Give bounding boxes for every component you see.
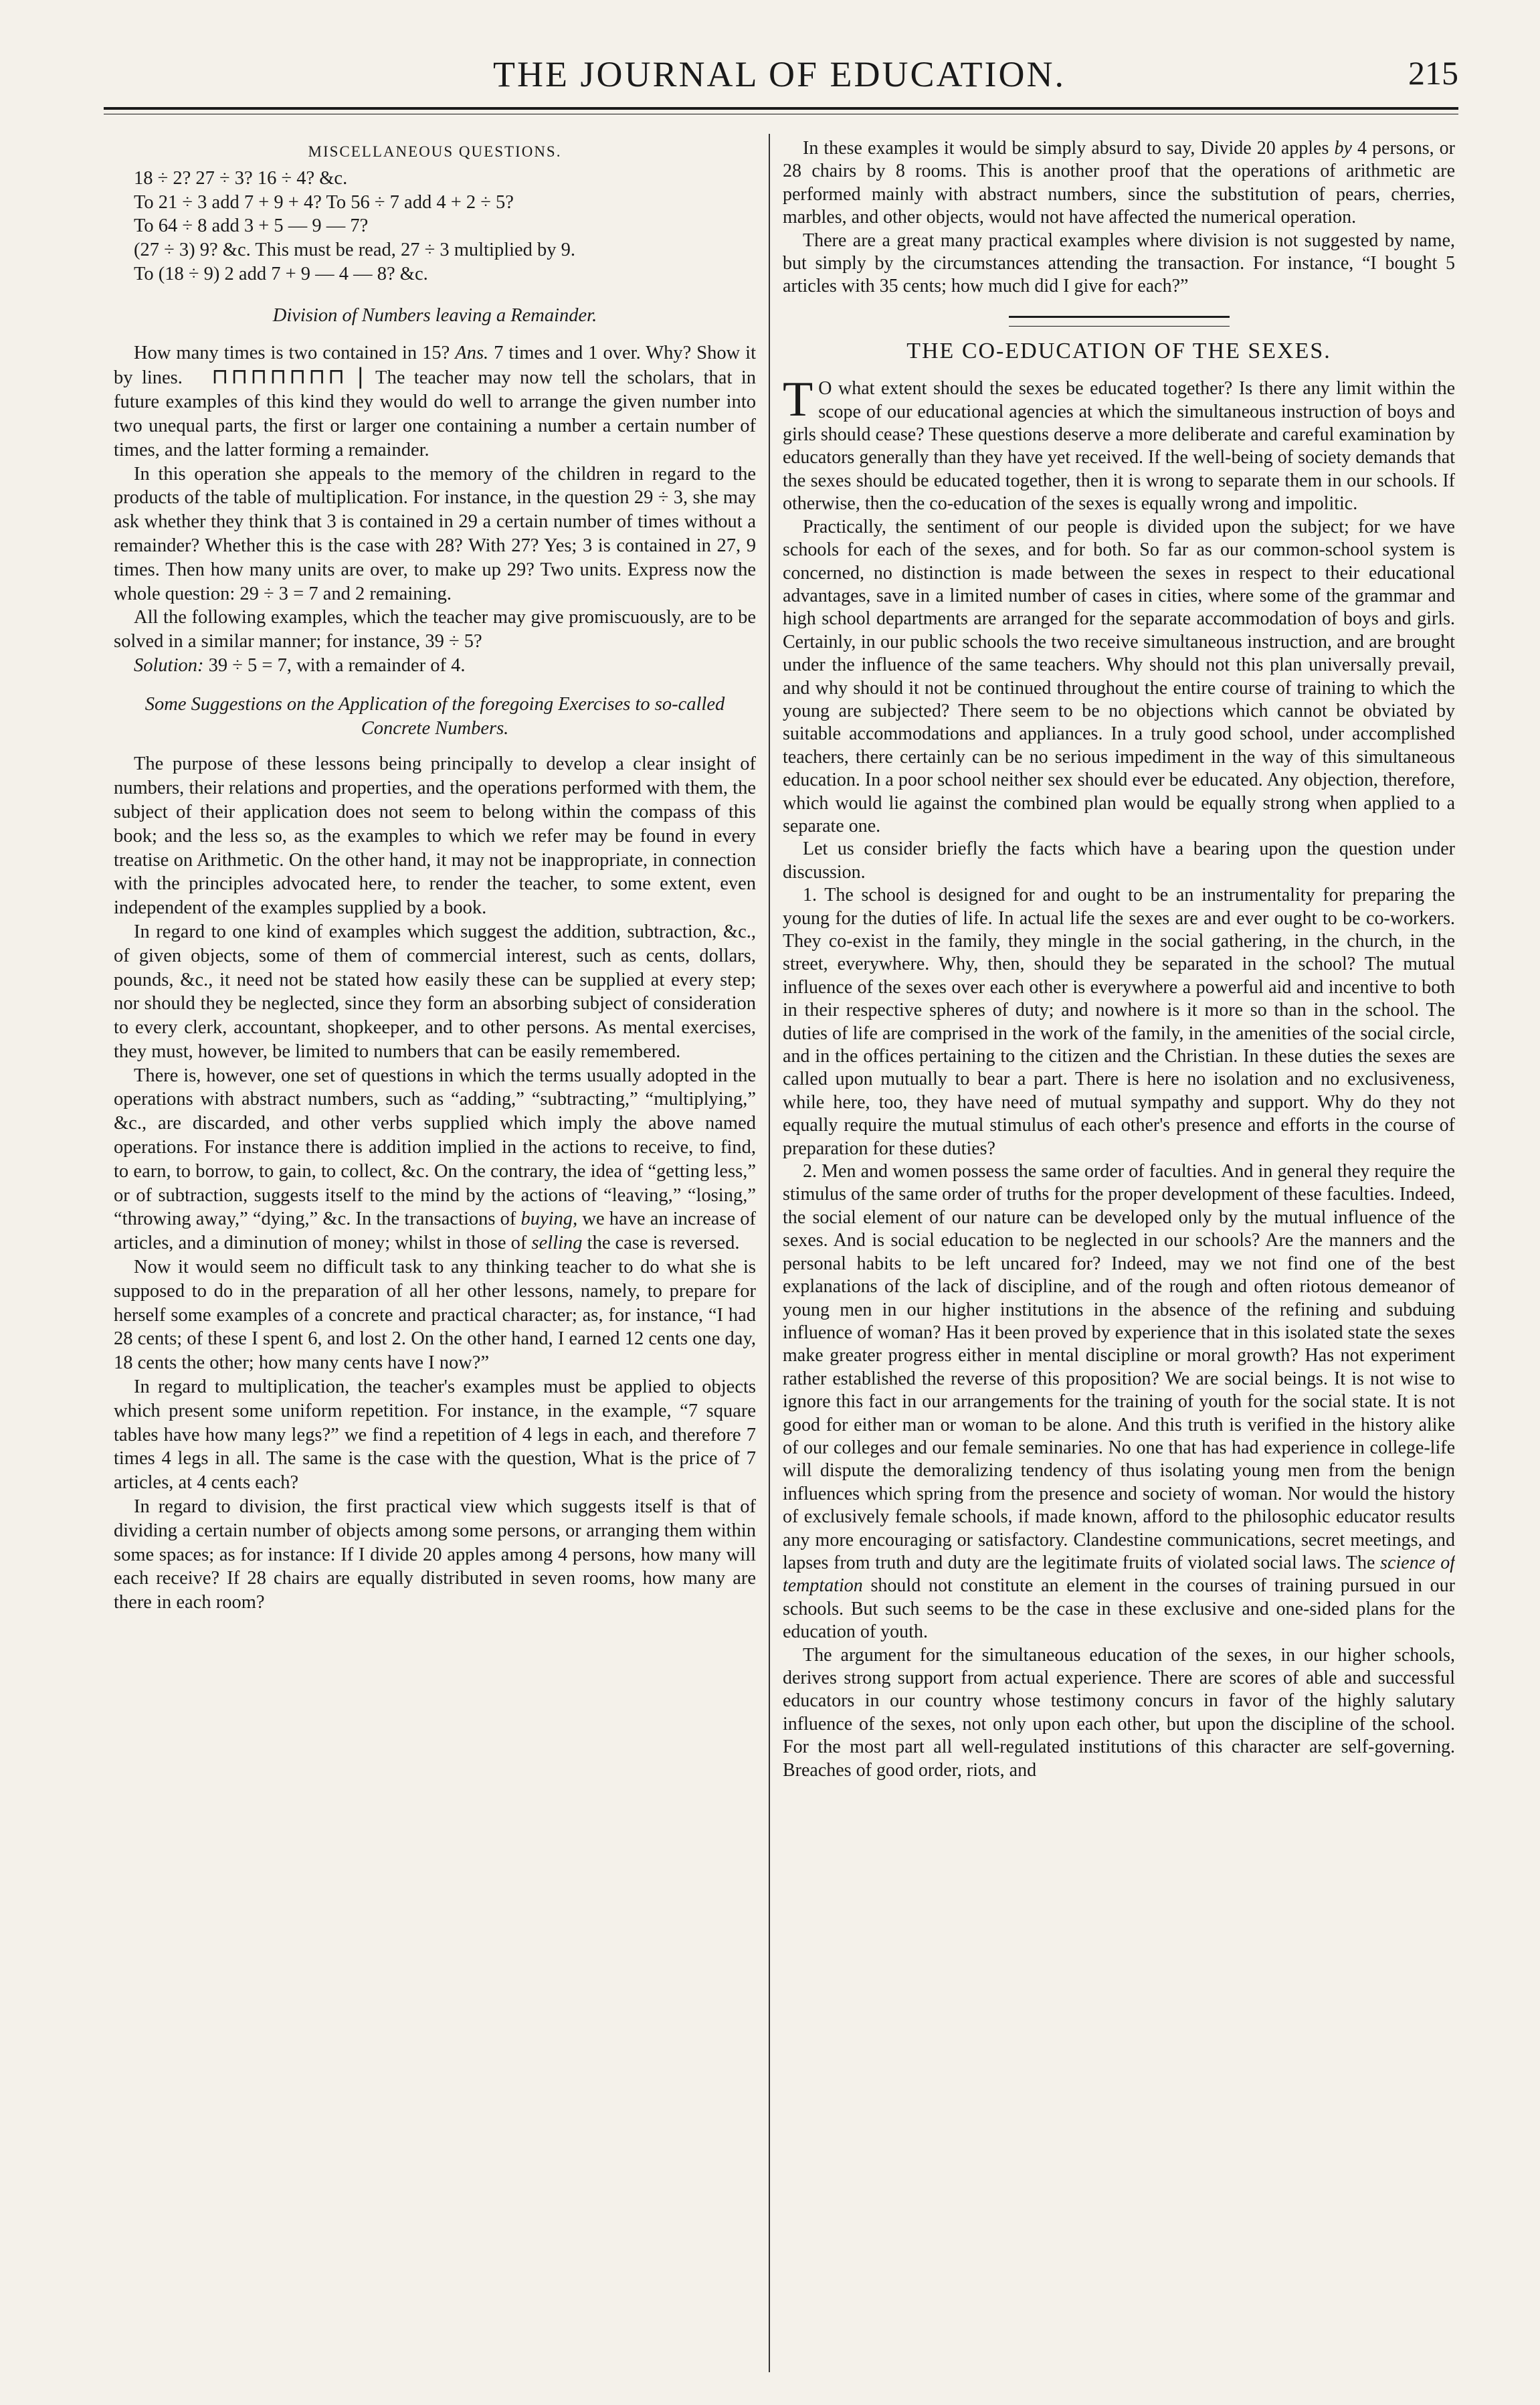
suggestions-paragraph: Now it would seem no difficult task to any thinking teacher to do what she is supposed to do in the preparation of all her other lessons, namely, to prepare for herself some examples of a concrete and practical character; as, for instance, “I had 28 cents; of these I spent 6, and lost 2. On the other hand, I earned 12 cents one day, 18 cents the other; how many cents have I now?” [114, 1257, 756, 1374]
suggestions-paragraph: In regard to one kind of examples which suggest the addition, subtraction, &c., of given objects, some of them of commercial interest, such as cents, dollars, pounds, &c., it need not be stated how easily these can be supplied at every step; nor should they be neglected, since they form an absorbing subject of consideration to every clerk, accountant, shopkeeper, and to other persons. As mental exercises, they must, however, be limited to numbers that can be easily remembered. [114, 921, 756, 1062]
question-line: To 21 ÷ 3 add 7 + 9 + 4? To 56 ÷ 7 add 4 + 2 ÷ 5? [134, 191, 514, 213]
suggestions-paragraph: In regard to multiplication, the teacher's examples must be applied to objects which present some uniform repetition. For instance, in the example, “7 square tables have how many legs?” we find a repetition of 4 legs in each, and therefore 7 times 4 legs in all. The same is the case with the question, What is the price of 7 articles, at 4 cents each? [114, 1376, 756, 1494]
italic-word: by [1334, 138, 1352, 159]
text: The teacher may now tell the scholars, that in future examples of this kind they would do well to arrange the given number into two unequal parts, the first or larger one containing a number a certain number of times, and the latter forming a remainder. [114, 367, 756, 460]
coeducation-paragraph [783, 1160, 1455, 1644]
suggestions-paragraph: The purpose of these lessons being principally to develop a clear insight of numbers, their relations and properties, and the operations performed with them, the subject of their application does not seem to belong within the compass of this book; and the less so, as the examples to which we refer may be found in every treatise on Arithmetic. On the other hand, it may not be inappropriate, in connection with the principles advocated here, to render the teacher, to some extent, even independent of the examples supplied by a book. [114, 753, 756, 919]
misc-questions-heading: MISCELLANEOUS QUESTIONS. [308, 143, 562, 160]
coeducation-paragraph: 1. The school is designed for and ought to be an instrumentality for preparing the young for the duties of life. In actual life the sexes are and ever ought to be co-workers. They co-exist in the family, they mingle in the social gathering, in the church, in the street, everywhere. Why, then, should they be separated in the school? The mutual influence of the sexes over each other is everywhere a powerful aid and incentive to both in their respective spheres of duty; and nowhere is it more so than in the school. The duties of life are comprised in the work of the family, in the amenities of the social circle, and in the offices pertaining to the citizen and the Christian. In these duties the sexes are called upon mutually to bear a part. There is here no isolation and no exclusiveness, while here, too, they have need of mutual sympathy and support. Why do they not equally require the mutual stimulus of each other's presence and efforts in the course of preparation for these duties? [783, 885, 1455, 1159]
text: we have an increase of articles, and a diminution of money; whilst in those of [114, 1209, 756, 1254]
division-paragraph [114, 341, 756, 462]
division-paragraph: In this operation she appeals to the memory of the children in regard to the products of the table of multiplication. For instance, in the question 29 ÷ 3, she may ask whether they think that 3 is contained in 29 a certain number of times without a remainder? Whether this is the case with 28? With 27? Yes; 3 is contained in 27, 9 times. Then how many units are over, to make up 29? Two units. Express now the whole question: 29 ÷ 3 = 7 and 2 remaining. [114, 463, 756, 604]
text: How many times is two contained in 15? [134, 342, 450, 363]
italic-word: selling [531, 1233, 583, 1254]
continued-paragraph: There are a great many practical examples where division is not suggested by name, but simply by the circumstances attending the transaction. For instance, “I bought 5 articles with 35 cents; how much did I give for each?” [783, 230, 1455, 297]
text: should not constitute an element in the courses of training pursued in our schools. But such seems to be the case in these exclusive and one-sided plans for the education of youth. [783, 1575, 1455, 1643]
division-strokes-figure: ⊓⊓⊓⊓⊓⊓⊓ | [211, 363, 367, 389]
division-paragraph: All the following examples, which the teacher may give promiscuously, are to be solved in a similar manner; for instance, 39 ÷ 5? [114, 607, 756, 652]
header-rule [104, 107, 1458, 110]
text: There is, however, one set of questions in which the terms usually adopted in the operations with abstract numbers, such as “adding,” “subtracting,” “multiplying,” &c., are discarded, and other verbs supplied which imply the above named operations. For instance there is addition implied in the actions to receive, to find, to earn, to borrow, to gain, to collect, &c. On the contrary, the idea of “getting less,” or of subtraction, suggests itself to the mind by the actions of “leaving,” “losing,” “throwing away,” “dying,” &c. In the transactions of [114, 1065, 756, 1230]
column-divider [769, 134, 770, 2372]
page-number: 215 [1408, 54, 1458, 92]
solution-line [114, 654, 756, 678]
text: the case is reversed. [587, 1233, 740, 1254]
text: 7 times and 1 over. Why? Show it by lines. [114, 342, 756, 389]
italic-word: buying, [520, 1209, 578, 1230]
suggestions-heading: Some Suggestions on the Application of the foregoing Exercises to so-called Concrete Numbers. [145, 693, 725, 739]
text: 4 persons, or 28 chairs by 8 rooms. This is another proof that the operations of arithmetic are performed mainly with abstract numbers, since the substitution of pears, cherries, marbles, and other objects, would not have affected the numerical operation. [783, 138, 1455, 228]
coeducation-title: THE CO-EDUCATION OF THE SEXES. [906, 338, 1331, 363]
coeducation-paragraph: Practically, the sentiment of our people is divided upon the subject; for we have schools for each of the sexes, and for both. So far as our common-school system is concerned, no distinction is made between the sexes in respect to their educational advantages, save in a limited number of cases in cities, where some of the grammar and high school departments are arranged for the separate accommodation of boys and girls. Certainly, in our public schools the two receive simultaneous instruction, and are brought under the influence of the same teachers. Why should not this plan universally prevail, and why should it not be continued throughout the entire course of training to which the young are subjected? There seem to be no objections which cannot be obviated by suitable accommodations and appliances. In a truly good school, under accomplished teachers, there certainly can be no serious impediment in the way of this simultaneous education. In a poor school neither sex should ever be educated. Any objection, therefore, which would lie against the combined plan would be equally strong when applied to a separate one. [783, 516, 1455, 836]
text: O what extent should the sexes be educated together? Is there any limit within the scope of our educational agencies at which the simultaneous instruction of boys and girls should cease? These questions deserve a more deliberate and careful examination by educators generally than they have yet received. If the well-being of society demands that the sexes should be educated together, then it is wrong to separate them in our schools. If otherwise, then the co-education of the sexes is equally wrong and impolitic. [783, 378, 1455, 515]
question-line: 18 ÷ 2? 27 ÷ 3? 16 ÷ 4? &c. [134, 167, 348, 189]
solution-text: 39 ÷ 5 = 7, with a remainder of 4. [208, 654, 466, 676]
answer-label: Ans. [455, 342, 489, 363]
solution-label: Solution: [134, 654, 204, 676]
drop-cap: T [783, 372, 813, 428]
question-line: (27 ÷ 3) 9? &c. This must be read, 27 ÷ 3 multiplied by 9. [134, 240, 576, 261]
section-divider [1009, 316, 1230, 327]
question-line: To 64 ÷ 8 add 3 + 5 — 9 — 7? [134, 215, 369, 237]
running-title: THE JOURNAL OF EDUCATION. [493, 54, 1066, 94]
left-column [114, 137, 756, 2372]
italic-phrase: science of temptation [783, 1552, 1455, 1597]
suggestions-paragraph: In regard to division, the first practical view which suggests itself is that of dividing a certain number of objects among some persons, or arranging them within some spaces; as for instance: If I divide 20 apples among 4 persons, how many will each receive? If 28 chairs are equally distributed in seven rooms, how many are there in each room? [114, 1496, 756, 1613]
text: In these examples it would be simply absurd to say, Divide 20 apples [803, 138, 1329, 159]
suggestions-paragraph [114, 1064, 756, 1255]
coeducation-paragraph: Let us consider briefly the facts which have a bearing upon the question under discussion. [783, 838, 1455, 883]
right-column [783, 137, 1455, 2372]
division-heading: Division of Numbers leaving a Remainder. [272, 304, 597, 326]
coeducation-paragraph: The argument for the simultaneous education of the sexes, in our higher schools, derives strong support from actual experience. There are scores of able and successful educators in our country whose testimony concurs in favor of the highly salutary influence of the sexes, not only upon each other, but upon the discipline of the school. For the most part all well-regulated institutions of this character are self-governing. Breaches of good order, riots, and [783, 1644, 1455, 1781]
page-header [100, 47, 1458, 100]
question-line: To (18 ÷ 9) 2 add 7 + 9 — 4 — 8? &c. [134, 263, 428, 284]
text: 2. Men and women possess the same order of faculties. And in general they require the stimulus of the same order of truths for the proper development of these faculties. Indeed, the social element of our nature can be developed only by the mutual influence of the sexes. And is social education to be neglected in our schools? Are the manners and the personal habits to be left uncared for? Indeed, may we not find one of the best explanations of the lack of discipline, and of the rough and often riotous demeanor of young men in our higher institutions in the absence of the refining and subduing influence of woman? Has it been proved by experience that in this isolated state the sexes make greater progress either in mental discipline or moral growth? Has not experiment rather established the reverse of this proposition? We are social beings. It is not wise to ignore this fact in our arrangements for the training of youth for the social state. It is not good for either man or woman to be alone. And this truth is verified in the history alike of our colleges and our female seminaries. No one that has had experience in college-life will dispute the demoralizing tendency of thus isolating young men from the benign influences which spring from the presence and society of woman. Nor would the history of exclusively female schools, if made known, afford to the philosophic educator results any more encouraging or satisfactory. Clandestine communications, secret meetings, and lapses from truth and duty are the legitimate fruits of violated social laws. The [783, 1161, 1455, 1573]
continued-paragraph [783, 137, 1455, 230]
coeducation-paragraph [783, 372, 1455, 515]
